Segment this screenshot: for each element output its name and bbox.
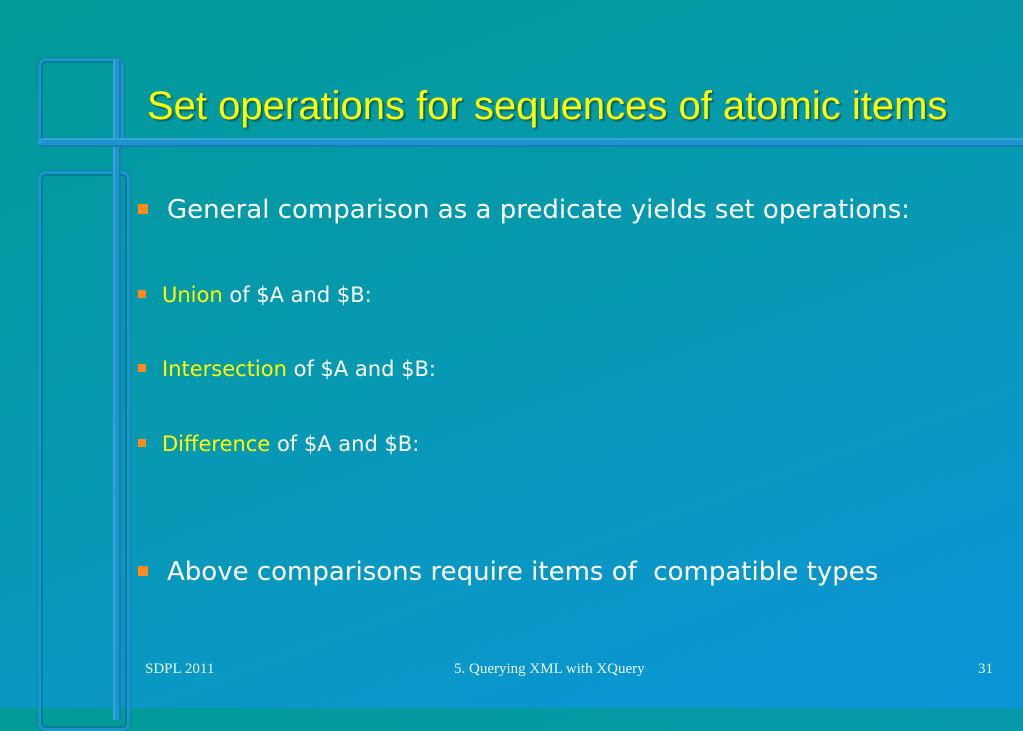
slide-title: Set operations for sequences of atomic items bbox=[147, 84, 948, 128]
horizontal-rule bbox=[38, 138, 1023, 147]
square-bullet-icon bbox=[138, 364, 146, 372]
bullet-text: Above comparisons require items of compatible types bbox=[167, 557, 879, 587]
bullet-compatible-types bbox=[138, 555, 878, 589]
square-bullet-icon bbox=[138, 566, 148, 576]
bullet-highlight-term: Union bbox=[162, 283, 223, 307]
bullet-union bbox=[138, 281, 372, 309]
footer-course-label: SDPL 2011 bbox=[145, 661, 215, 677]
square-bullet-icon bbox=[138, 439, 146, 447]
bullet-text: of $A and $B: bbox=[270, 432, 420, 456]
bullet-text: General comparison as a predicate yields set operations: bbox=[167, 195, 911, 225]
bullet-text: of $A and $B: bbox=[222, 283, 372, 307]
title-decorative-frame bbox=[38, 58, 124, 146]
footer-page-number: 31 bbox=[978, 661, 993, 677]
footer-chapter-label: 5. Querying XML with XQuery bbox=[454, 661, 645, 677]
bullet-text: of $A and $B: bbox=[286, 357, 436, 381]
bullet-general-comparison bbox=[138, 193, 910, 227]
bullet-highlight-term: Difference bbox=[162, 432, 271, 456]
bullet-highlight-term: Intersection bbox=[162, 357, 287, 381]
bullet-intersection bbox=[138, 355, 436, 383]
square-bullet-icon bbox=[138, 290, 146, 298]
bullet-difference bbox=[138, 430, 419, 458]
vertical-rule bbox=[113, 60, 121, 720]
square-bullet-icon bbox=[138, 204, 148, 214]
